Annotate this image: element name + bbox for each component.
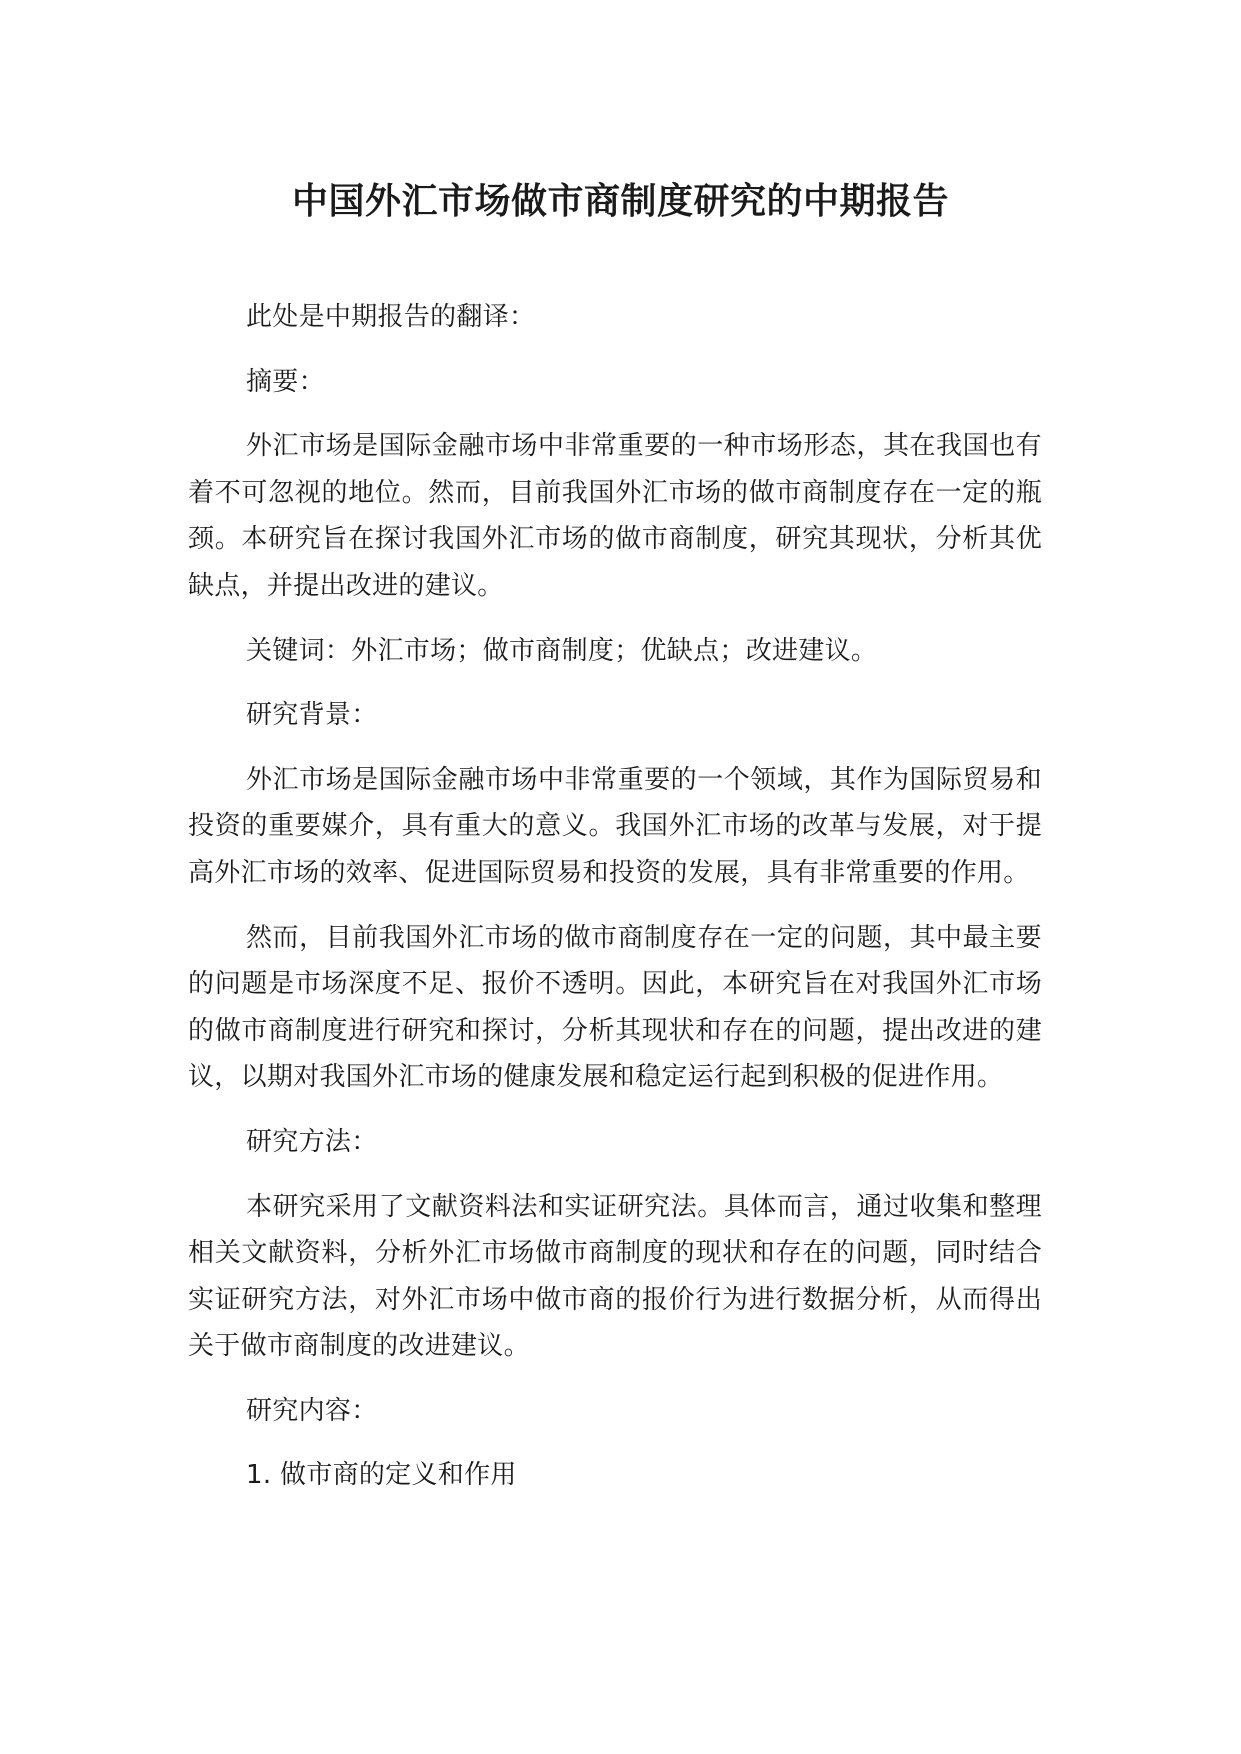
abstract-heading: 摘要： [246, 366, 325, 397]
paragraph-gap [188, 1101, 1042, 1119]
paragraph-gap [188, 341, 1042, 359]
keywords-line: 关键词：外汇市场；做市商制度；优缺点；改进建议。 [246, 635, 878, 666]
abstract-paragraph: 外汇市场是国际金融市场中非常重要的一种市场形态，其在我国也有着不可忽视的地位。然而，目前我国外汇市场的做市商制度存在一定的瓶颈。本研究旨在探讨我国外汇市场的做市商制度，研究其现状，分析其优缺点，并提出改进的建议。 [188, 431, 1042, 601]
paragraph-gap [188, 1434, 1042, 1452]
methods-heading: 研究方法： [246, 1126, 378, 1157]
document-body [188, 294, 1042, 1499]
background-heading: 研究背景： [246, 700, 378, 731]
content-heading: 研究内容： [246, 1395, 378, 1426]
intro-line: 此处是中期报告的翻译： [246, 302, 536, 332]
paragraph-gap [188, 1370, 1042, 1388]
background-paragraph-1: 外汇市场是国际金融市场中非常重要的一个领域，其作为国际贸易和投资的重要媒介，具有重大的意义。我国外汇市场的改革与发展，对于提高外汇市场的效率、促进国际贸易和投资的发展，具有非常重要的作用。 [188, 764, 1042, 888]
document-title: 中国外汇市场做市商制度研究的中期报告 [291, 181, 949, 222]
methods-paragraph: 本研究采用了文献资料法和实证研究法。具体而言，通过收集和整理相关文献资料，分析外汇市场做市商制度的现状和存在的问题，同时结合实证研究方法，对外汇市场中做市商的报价行为进行数据分析，从而得出关于做市商制度的改进建议。 [188, 1191, 1042, 1362]
paragraph-gap [188, 739, 1042, 757]
background-paragraph-2: 然而，目前我国外汇市场的做市商制度存在一定的问题，其中最主要的问题是市场深度不足、报价不透明。因此，本研究旨在对我国外汇市场的做市商制度进行研究和探讨，分析其现状和存在的问题，提出改进的建议，以期对我国外汇市场的健康发展和稳定运行起到积极的促进作用。 [188, 922, 1042, 1093]
paragraph-gap [188, 1166, 1042, 1184]
paragraph-gap [188, 405, 1042, 423]
paragraph-gap [188, 897, 1042, 915]
content-item-1: 1. 做市商的定义和作用 [246, 1460, 517, 1491]
paragraph-gap [188, 674, 1042, 692]
paragraph-gap [188, 610, 1042, 628]
